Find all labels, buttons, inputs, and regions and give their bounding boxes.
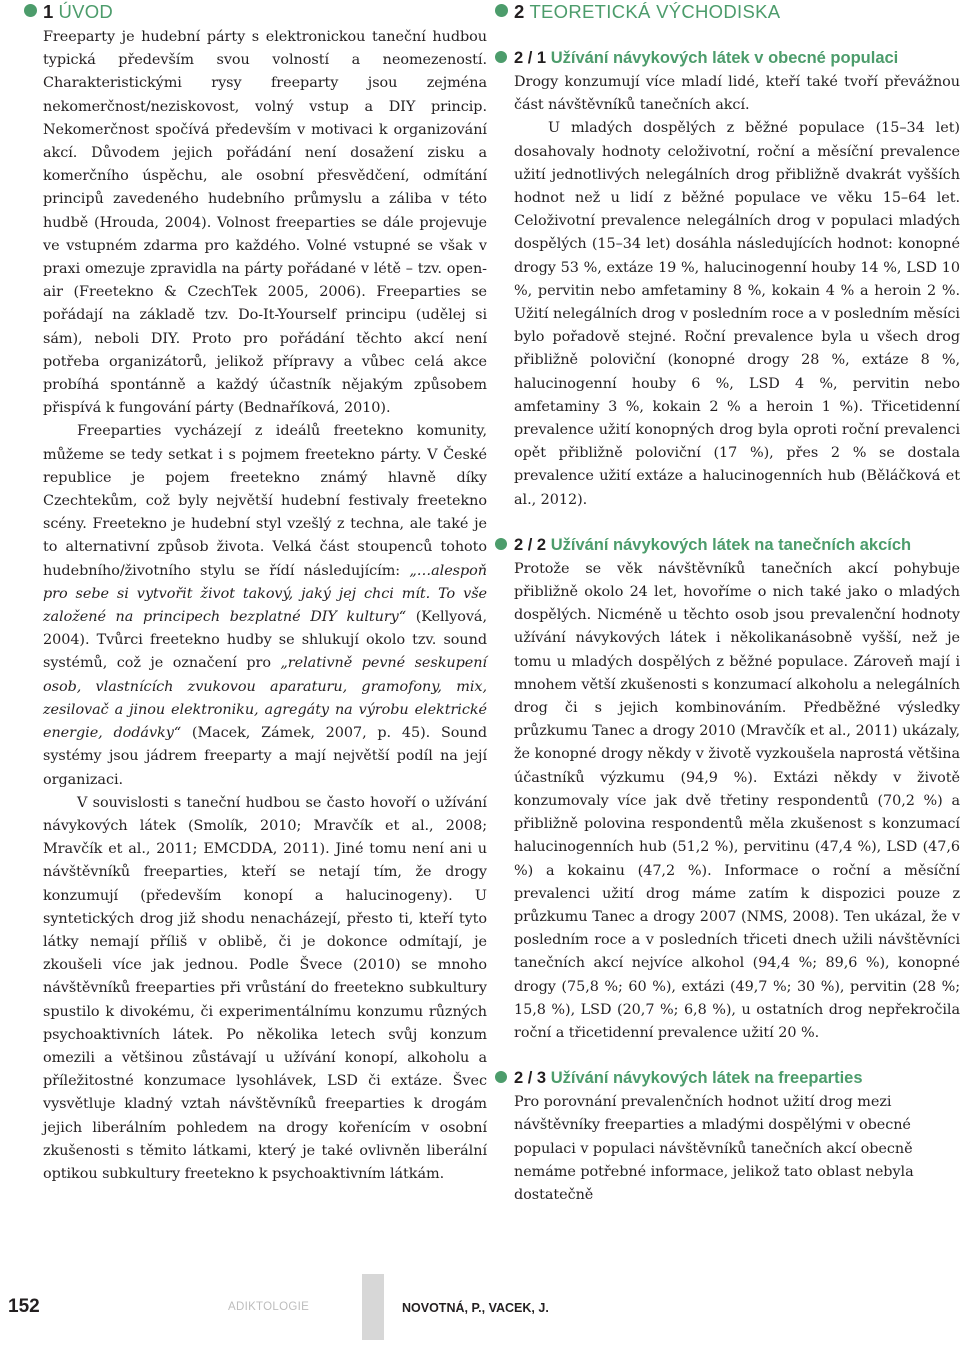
left-column xyxy=(43,0,487,1186)
paragraph-2-2: Protože se věk návštěvníků tanečních akcí pohybuje přibližně okolo 24 let, hovoříme o nich také jako o mladých dospělých. Nicméně u těchto osob jsou prevalenční hodnoty užívání návykových látek i několikanásobně vyšší, než je tomu u mladých dospělých z běžné populace. Zároveň mají i mnohem větší zkušenosti s konzumací alkoholu a nelegálních drog či s jejich kombinováním. Předběžné výsledky průzkumu Tanec a drogy 2010 (Mravčík et al., 2011) ukázaly, že konopné drogy někdy v životě vyzkoušela naprostá většina účastníků výzkumu (94,9 %). Extázi někdy v životě konzumovaly více jak dvě třetiny respondentů (70,2 %) a přibližně polovina respondentů měla zkušenost s konzumací halucinogenních hub (51,2 %), pervitinu (47,4 %), LSD (47,6 %) a kokainu (47,2 %). Informace o roční a měsíční prevalenci užití drog máme zatím k dispozici pouze z průzkumu Tanec a drogy 2007 (NMS, 2008). Ten ukázal, že v posledním roce a v posledních třiceti dnech užili návštěvníci tanečních akcí nejvíce alkohol (94,4 %; 89,6 %), konopné drogy (75,8 %; 60 %), extázi (49,7 %; 30 %), pervitin (28 %; 15,8 %), LSD (20,7 %; 6,8 %), u ostatních drog nepřekročila roční a třicetidenní prevalence užití 20 %. xyxy=(514,560,960,1041)
subsection-heading-2-2 xyxy=(514,534,960,556)
bullet-dot-icon xyxy=(495,51,507,63)
quote-kellyova: „…alespoň pro sebe si vytvořit život takový, jaký jej chci mít. To vše založené na principech bezplatné DIY kultury“ xyxy=(43,562,487,626)
page-number: 152 xyxy=(8,1296,40,1317)
page-footer xyxy=(0,1296,960,1352)
section-number: 1 xyxy=(43,1,54,22)
text-run: (Kellyová, 2004). Tvůrci freetekno hudby se shlukují okolo tzv. sound systémů, což je označení pro xyxy=(43,609,487,672)
running-authors: NOVOTNÁ, P., VACEK, J. xyxy=(402,1301,549,1315)
section-number: 2 xyxy=(514,1,525,22)
paragraph-2-3: Pro porovnání prevalenčních hodnot užití drog mezi návštěvníky freeparties a mladými dospělými v obecné populaci v populaci návštěvníků tanečních akcí obecně nemáme potřebné informace, jelikož tato oblast nebyla dostatečně xyxy=(514,1094,914,1203)
quote-macek: „relativně pevné seskupení osob, vlastnících zvukovou aparaturu, gramofony, mix, zesilovač a jinou elektroniku, agregáty na výrobu elektrické energie, dodávky“ xyxy=(43,655,487,742)
section-heading-uvod xyxy=(43,0,487,23)
paragraph-intro: Freeparty je hudební párty s elektronickou taneční hudbou typická především svou volností a neomezeností. Charakteristickými rysy freeparty jsou zejména nekomerčnost/neziskovost, volný vstup a DIY princip. Nekomerčnost spočívá především v motivaci k organizování akcí. Důvodem jejich pořádání není dosažení zisku a komerčního úspěchu, ale osobní přesvědčení, odmítání principů zavedeného hudebního průmyslu a záliba v této hudbě (Hrouda, 2004). Volnost freeparties se dále projevuje ve vstupném zdarma pro každého. Volné vstupné se však v praxi omezuje zpravidla na párty pořádané v létě – tzv. open-air (Freetekno & CzechTek 2005, 2006). Freeparties se pořádají na základě tzv. Do-It-Yourself principu (udělej si sám), neboli DIY. Proto pro pořádání těchto akcí není potřeba organizátorů, jelikož přípravy a vůbec celá akce probíhá spontánně a každý účastník nějakým způsobem přispívá k fungování párty (Bednaříková, 2010). xyxy=(43,29,487,417)
text-run: Freeparties vycházejí z ideálů freetekno komunity, můžeme se tedy setkat i s pojmem freetekno párty. V České republice je pojem freetekno známý hlavně díky Czechtekům, což byly největší hudební festivaly freetekno scény. Freetekno je hudební styl vzešlý z techna, ale také je to alternativní způsob života. Velká část stoupenců tohoto hudebního/životního stylu se řídí následujícím: xyxy=(43,423,487,579)
section-title: ÚVOD xyxy=(58,1,114,22)
paragraph-2-1-a: Drogy konzumují více mladí lidé, kteří také tvoří převážnou část návštěvníků tanečních akcí. xyxy=(514,74,960,114)
subsection-title: Užívání návykových látek v obecné populaci xyxy=(550,49,899,67)
bullet-dot-icon xyxy=(495,538,507,550)
subsection-number: 2 / 3 xyxy=(514,1069,547,1088)
section-title: TEORETICKÁ VÝCHODISKA xyxy=(529,1,781,22)
bullet-dot-icon xyxy=(495,4,508,17)
subsection-title: Užívání návykových látek na tanečních akcích xyxy=(550,535,912,554)
bullet-dot-icon xyxy=(495,1071,507,1083)
subsection-heading-2-1 xyxy=(514,47,960,69)
subsection-number: 2 / 1 xyxy=(514,49,547,67)
subsection-heading-2-3 xyxy=(514,1067,960,1089)
paragraph-2-1-b: U mladých dospělých z běžné populace (15–34 let) dosahovaly hodnoty celoživotní, roční a měsíční prevalence užití jednotlivých nelegálních drog přibližně dvakrát vyšších hodnot než u lidí z běžné populace ve věku 15–64 let. Celoživotní prevalence nelegálních drog v populaci mladých dospělých (15–34 let) dosáhla následujících hodnot: konopné drogy 53 %, extáze 19 %, halucinogenní houby 14 %, LSD 10 %, pervitin nebo amfetaminy 8 %, kokain 4 % a heroin 2 %. Užití nelegálních drog v posledním roce a v posledním měsíci bylo pořadově stejné. Roční prevalence byla u všech drog přibližně poloviční (konopné drogy 28 %, extáze 8 %, halucinogenní houby 6 %, LSD 4 %, pervitin nebo amfetaminy 3 %, kokain 2 % a heroin 1 %). Třicetidenní prevalence užití konopných drog byla oproti roční prevalenci opět přibližně poloviční (17 %), přes 2 % se dostala prevalence užití extáze a halucinogenních hub (Běláčková et al., 2012). xyxy=(514,120,960,508)
subsection-title: Užívání návykových látek na freeparties xyxy=(550,1069,863,1088)
journal-name: ADIKTOLOGIE xyxy=(228,1301,310,1313)
paragraph-freetekno xyxy=(43,420,487,791)
footer-divider-bar xyxy=(362,1274,384,1340)
paragraph-drugs: V souvislosti s taneční hudbou se často hovoří o užívání návykových látek (Smolík, 2010; Mravčík et al., 2008; Mravčík et al., 2011; EMCDDA, 2011). Jiné tomu není ani u návštěvníků freeparties, kteří se netají tím, že drogy konzumují (především konopí a halucinogeny). U syntetických drog již shodu nenacházejí, přesto ti, kteří tyto látky nemají příliš v oblibě, či je dokonce odmítají, je zkoušeli více jak jednou. Podle Švece (2010) se mnoho návštěvníků freeparties při vrůstání do freetekno subkultury spustilo k divokému, či experimentálnímu konzumu různých psychoaktivních látek. Po několika letech svůj konzum omezili a většinou zůstávají u užívání konopí, alkoholu a příležitostné konzumace lysohlávek, LSD či extáze. Švec vysvětluje kladný vztah návštěvníků freeparties k drogám jejich liberálním pohledem na drogy kořenícím v osobní zkušenosti s těmito látkami, který je také ovlivněn liberální optikou subkultury freetekno k psychoaktivním látkám. xyxy=(43,794,487,1182)
bullet-dot-icon xyxy=(24,4,37,17)
section-heading-teoreticka xyxy=(514,0,960,23)
text-run: (Macek, Zámek, 2007, p. 45). Sound systémy jsou jádrem freeparty a mají největší podíl na její organizaci. xyxy=(43,725,487,788)
subsection-number: 2 / 2 xyxy=(514,535,547,554)
right-column xyxy=(514,0,960,1207)
